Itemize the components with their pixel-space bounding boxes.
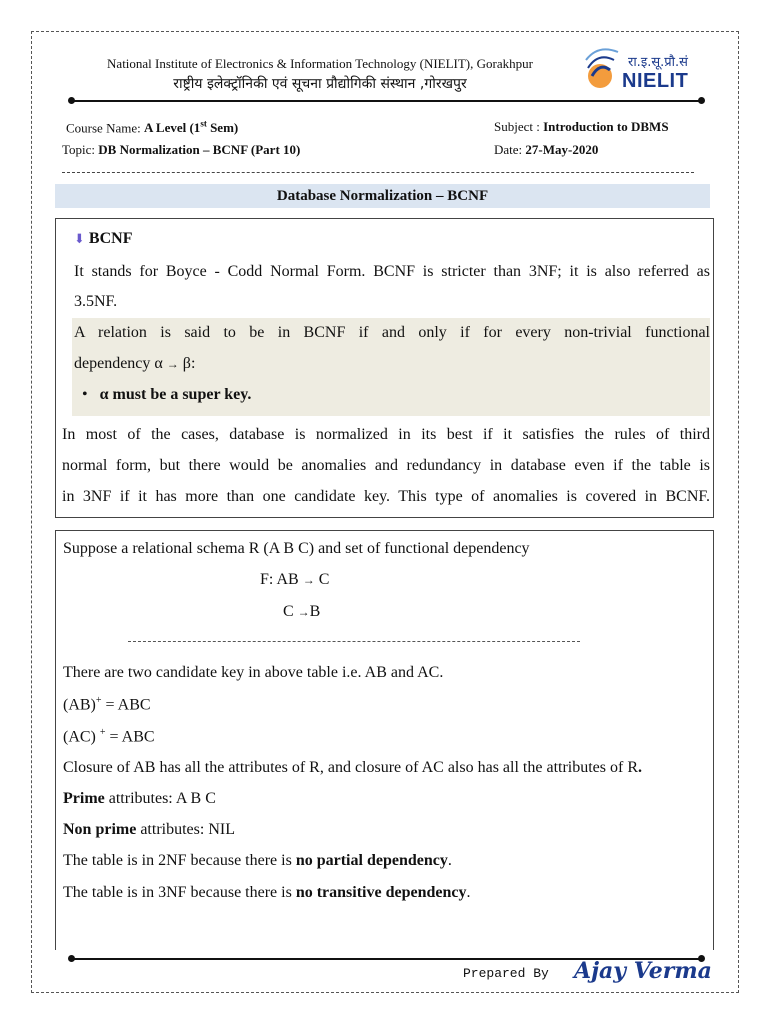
candidate-keys: There are two candidate key in above table i.e. AB and AC. xyxy=(63,664,444,681)
meta-divider xyxy=(62,172,694,173)
footer-rule-dot-left xyxy=(68,955,75,962)
example-separator xyxy=(128,641,580,642)
ab-closure: (AB)+ = ABC xyxy=(63,695,151,714)
subject xyxy=(494,119,669,135)
subject-value: Introduction to DBMS xyxy=(543,119,669,134)
fd-2: C →B xyxy=(283,603,321,620)
topic-value: DB Normalization – BCNF (Part 10) xyxy=(98,142,301,157)
closure-text: Closure of AB has all the attributes of R, and closure of AC also has all the attributes of R. xyxy=(63,759,643,776)
definition-line-2: dependency α → β: xyxy=(74,355,196,372)
arrow-icon: → xyxy=(297,604,310,619)
fd-1: F: AB → C xyxy=(260,571,330,588)
logo-text: NIELIT xyxy=(622,70,689,92)
anomaly-para-line-3: in 3NF if it has more than one candidate key. This type of anomalies is covered in BCNF. xyxy=(62,488,710,505)
anomaly-para-line-1: In most of the cases, database is normalized in its best if it satisfies the rules of third xyxy=(62,426,710,443)
institute-name-hi: राष्ट्रीय इलेक्ट्रॉनिकी एवं सूचना प्रौद्योगिकी संस्थान ,गोरखपुर xyxy=(173,76,467,92)
course-name xyxy=(66,119,238,136)
super-key-bullet: • α must be a super key. xyxy=(82,386,252,403)
bcnf-line-1: It stands for Boyce - Codd Normal Form. BCNF is stricter than 3NF; it is also referred as xyxy=(74,263,710,280)
date-value: 27-May-2020 xyxy=(525,142,599,157)
section-title: Database Normalization – BCNF xyxy=(55,184,710,208)
ac-closure: (AC) + = ABC xyxy=(63,727,155,746)
header-rule-dot-left xyxy=(68,97,75,104)
prepared-by: Prepared By xyxy=(463,966,549,981)
bcnf-line-2: 3.5NF. xyxy=(74,293,118,310)
nonprime-attributes: Non prime attributes: NIL xyxy=(63,821,235,838)
author-signature: Ajay Verma xyxy=(574,958,712,984)
logo-hindi-text: रा.इ.सू.प्रौ.सं xyxy=(628,55,688,70)
down-arrow-icon: ⬇ xyxy=(74,231,85,246)
course-value: A Level (1st Sem) xyxy=(143,119,239,136)
header-rule xyxy=(72,100,702,102)
example-intro: Suppose a relational schema R (A B C) and set of functional dependency xyxy=(63,540,530,557)
bcnf-heading-text: BCNF xyxy=(88,230,133,247)
institute-name-en: National Institute of Electronics & Information Technology (NIELIT), Gorakhpur xyxy=(107,56,533,71)
nf3-statement: The table is in 3NF because there is no transitive dependency. xyxy=(63,884,471,901)
topic-label: Topic: xyxy=(62,142,96,157)
header-rule-dot-right xyxy=(698,97,705,104)
anomaly-para-line-2: normal form, but there would be anomalies and redundancy in database even if the table is xyxy=(62,457,710,474)
nf2-statement: The table is in 2NF because there is no partial dependency. xyxy=(63,852,452,869)
arrow-icon: → xyxy=(166,356,179,371)
date-label: Date: xyxy=(494,142,523,157)
course-label: Course Name: xyxy=(66,120,141,136)
topic xyxy=(62,142,300,158)
date xyxy=(494,142,598,158)
prime-attributes: Prime attributes: A B C xyxy=(63,790,216,807)
subject-label: Subject : xyxy=(494,119,540,134)
bcnf-heading xyxy=(74,230,132,248)
definition-line-1: A relation is said to be in BCNF if and only if for every non-trivial functional xyxy=(74,324,710,341)
arrow-icon: → xyxy=(302,572,315,587)
